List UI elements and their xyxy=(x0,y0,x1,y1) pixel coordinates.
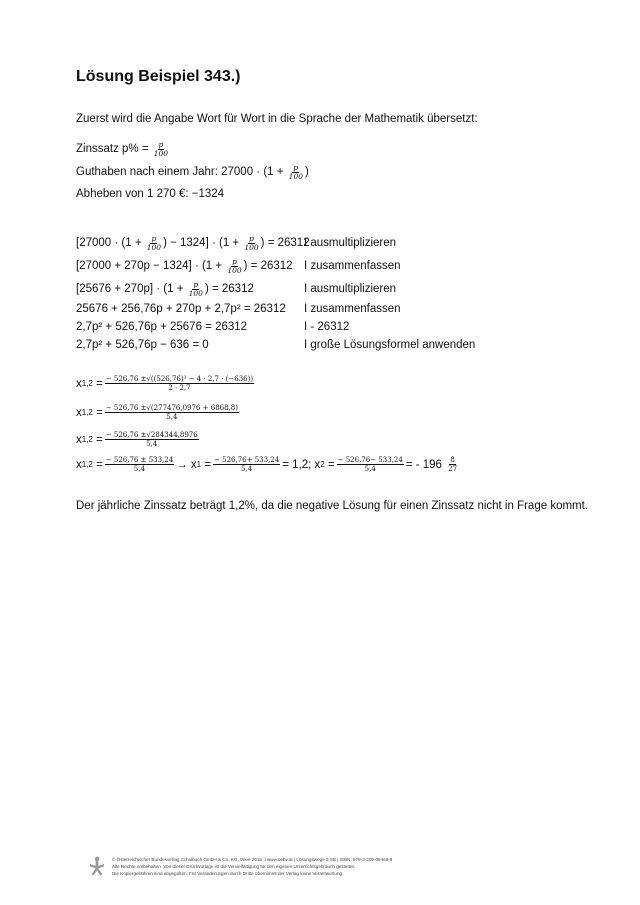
step-4-note: I zusammenfassen xyxy=(304,303,401,315)
formula-fraction-1 xyxy=(105,375,254,392)
fraction-numerator: p xyxy=(151,234,157,243)
copyright-footer xyxy=(112,857,392,878)
step-5-note: I - 26312 xyxy=(304,321,350,333)
fraction-denominator: 5,4 xyxy=(241,465,253,474)
formula-fraction-5 xyxy=(213,456,280,473)
fraction-numerator: − 526,76+ 533,24 xyxy=(214,456,280,464)
formula-fraction-2 xyxy=(105,404,239,421)
step-1 xyxy=(76,235,310,252)
formula-line-4 xyxy=(76,456,460,473)
fraction-numerator: − 526,76 ±√(277476,0976 + 6868,8) xyxy=(105,404,238,412)
fraction-denominator: 5,4 xyxy=(166,413,178,422)
step-1-pre: [27000 · (1 + xyxy=(76,237,142,250)
step-3-pre: [25676 + 270p] · (1 + xyxy=(76,283,184,296)
fraction-numerator: p xyxy=(249,234,254,243)
zinssatz-label: Zinssatz p% = xyxy=(76,143,149,156)
x2-result: = - 196 xyxy=(405,458,442,471)
fraction-denominator: 100 xyxy=(244,242,259,252)
formula-fraction-4 xyxy=(105,456,174,473)
fraction-denominator: 5,4 xyxy=(364,465,376,474)
fraction-denominator: 100 xyxy=(188,288,203,298)
x1-result: = 1,2; x xyxy=(282,458,321,471)
x2-subscript: 2 xyxy=(320,460,325,470)
equals-sign: = xyxy=(204,458,212,471)
step-2 xyxy=(76,258,293,275)
equals-sign: = xyxy=(96,458,103,471)
fraction-denominator: 100 xyxy=(146,242,162,252)
fraction-denominator: 5,4 xyxy=(133,465,146,474)
conclusion-text: Der jährliche Zinssatz beträgt 1,2%, da die negative Lösung für einen Zinssatz nicht in Frage kommt. xyxy=(76,500,589,512)
fraction-numerator: p xyxy=(293,163,299,172)
fraction-p-100 xyxy=(153,141,169,158)
arrow-x1: → x xyxy=(176,458,197,471)
fraction-denominator: 27 xyxy=(448,465,458,474)
x-label: x xyxy=(76,433,82,446)
given-zinssatz xyxy=(76,141,170,158)
step-5: 2,7p² + 526,76p + 25676 = 26312 xyxy=(76,321,248,333)
step-3-post: ) = 26312 xyxy=(204,283,254,296)
publisher-logo-icon xyxy=(88,855,106,877)
fraction-denominator: 100 xyxy=(153,148,169,158)
fraction-denominator: 2 · 2,7 xyxy=(168,384,191,393)
footer-line-3: Die Kopiergebühren sind abgegolten. Für Veränderungen durch Dritte übernimmt der Verlag keine Verantwortung. xyxy=(112,870,344,876)
fraction-numerator: − 526,76− 533,24 xyxy=(337,456,403,464)
equals-sign: = xyxy=(96,406,103,419)
fraction-numerator: p xyxy=(232,257,237,266)
intro-text: Zuerst wird die Angabe Wort für Wort in die Sprache der Mathematik übersetzt: xyxy=(76,113,478,125)
fraction-numerator: − 526,76 ± 533,24 xyxy=(105,456,174,464)
step-4: 25676 + 256,76p + 270p + 2,7p² = 26312 xyxy=(76,303,286,315)
x-subscript: 1,2 xyxy=(81,408,93,418)
formula-line-1 xyxy=(76,375,256,392)
guthaben-label: Guthaben nach einem Jahr: 27000 · (1 + xyxy=(76,166,284,179)
fraction-p-100 xyxy=(146,235,162,252)
x-label: x xyxy=(76,377,82,390)
x1-subscript: 1 xyxy=(196,460,202,470)
step-3 xyxy=(76,281,254,298)
fraction-p-100 xyxy=(243,235,259,252)
x-subscript: 1,2 xyxy=(81,379,93,389)
formula-fraction-6 xyxy=(337,456,404,473)
x-subscript: 1,2 xyxy=(81,435,93,445)
fraction-numerator: p xyxy=(158,140,164,149)
formula-fraction-3 xyxy=(105,431,199,448)
x-label: x xyxy=(76,406,82,419)
page-title: Lösung Beispiel 343.) xyxy=(76,68,241,85)
step-6-note: I große Lösungsformel anwenden xyxy=(304,339,476,351)
fraction-numerator: p xyxy=(193,280,199,289)
fraction-numerator: − 526,76 ±√((526,76)² − 4 · 2,7 · (−636)) xyxy=(105,375,254,383)
fraction-denominator: 100 xyxy=(288,171,303,181)
step-2-pre: [27000 + 270p − 1324] · (1 + xyxy=(76,260,223,273)
given-guthaben: Guthaben nach einem Jahr: 27000 · (1 + $\frac{p}{100}$ ) xyxy=(76,163,309,181)
fraction-p-100 xyxy=(226,258,242,275)
formula-line-3 xyxy=(76,431,201,448)
step-2-post: ) = 26312 xyxy=(243,260,293,273)
fraction-numerator: − 526,76 ±√284344,8976 xyxy=(105,431,198,439)
step-2-note: I zusammenfassen xyxy=(304,260,401,272)
step-6: 2,7p² + 526,76p − 636 = 0 xyxy=(76,339,209,351)
fraction-numerator: 8 xyxy=(450,456,455,464)
equals-sign: = xyxy=(96,377,103,390)
fraction-denominator: 5,4 xyxy=(146,440,158,449)
fraction-p-100 xyxy=(288,164,304,181)
x-label: x xyxy=(76,458,82,471)
footer-line-2: Alle Rechte vorbehalten. Von dieser Druckvorlage ist die Vervielfältigung für den eigenen Unterrichtsgebrauch gestattet. xyxy=(112,863,356,869)
step-1-note: I ausmultiplizieren xyxy=(304,237,397,249)
step-1-post: ) = 26312 xyxy=(260,237,310,250)
equals-sign: = xyxy=(96,433,103,446)
mixed-number-fraction xyxy=(447,456,458,473)
equals-sign: = xyxy=(327,458,335,471)
given-abheben: Abheben von 1 270 €: −1324 xyxy=(76,188,225,200)
x-subscript: 1,2 xyxy=(81,460,93,470)
step-1-mid: ) − 1324] · (1 + xyxy=(163,237,240,250)
fraction-p-100 xyxy=(188,281,204,298)
footer-line-1: © Österreichischer Bundesverlag Schulbuch GmbH & Co. KG, Wien 2015. | www.oebv.at | Lösungswege 5 SB | ISBN: 978-3-209-08466-8 xyxy=(112,857,393,862)
fraction-denominator: 100 xyxy=(227,265,242,275)
step-3-note: I ausmultiplizieren xyxy=(304,283,397,295)
formula-line-2 xyxy=(76,404,241,421)
